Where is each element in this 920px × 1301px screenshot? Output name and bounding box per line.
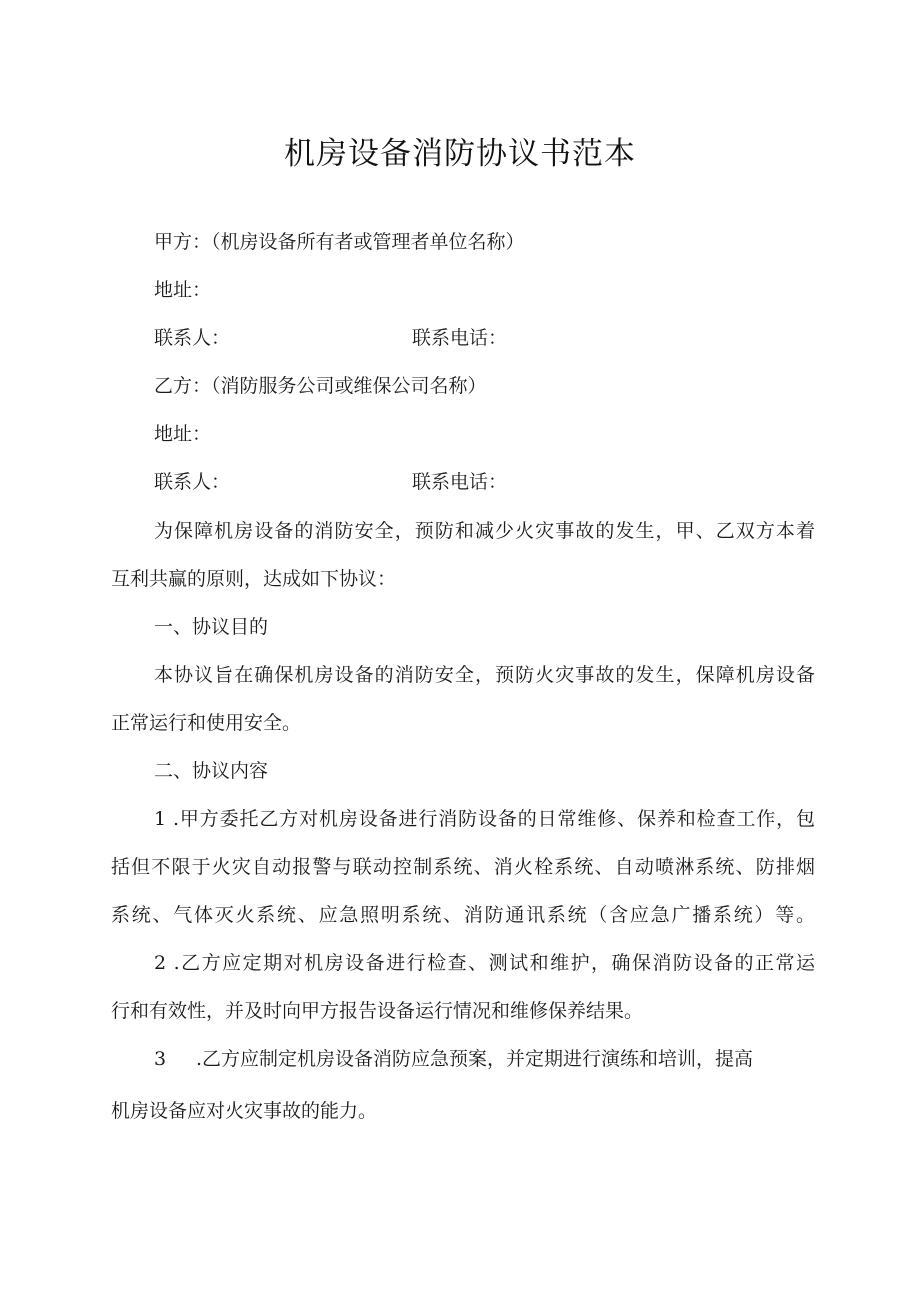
item-3-line-2: 机房设备应对火灾事故的能力。 (111, 1100, 378, 1122)
party-a-address: 地址： (154, 279, 212, 301)
item-2-line-2: 行和有效性，并及时向甲方报告设备运行情况和维修保养结果。 (111, 1000, 644, 1022)
party-a-contact: 联系人： (154, 327, 231, 349)
item-2-number: 2 (154, 952, 167, 974)
preamble-line-2: 互利共赢的原则，达成如下协议： (111, 568, 397, 590)
document-title: 机房设备消防协议书范本 (284, 136, 636, 172)
party-b-contact: 联系人： (154, 471, 231, 493)
party-a-label: 甲方：（机房设备所有者或管理者单位名称） (154, 231, 525, 253)
item-3-number: 3 (154, 1048, 167, 1070)
item-1-line-3: 系统、气体灭火系统、应急照明系统、消防通讯系统（含应急广播系统）等。 (111, 904, 815, 926)
section-1-line-1: 本协议旨在确保机房设备的消防安全，预防火灾事故的发生，保障机房设备 (154, 664, 815, 686)
section-2-heading: 二、协议内容 (154, 760, 269, 782)
party-b-phone: 联系电话： (412, 471, 508, 493)
party-b-label: 乙方：（消防服务公司或维保公司名称） (154, 375, 487, 397)
item-3-text: .乙方应制定机房设备消防应急预案，并定期进行演练和培训，提高 (196, 1048, 754, 1070)
section-1-heading: 一、协议目的 (154, 616, 269, 638)
party-a-phone: 联系电话： (412, 327, 508, 349)
item-2-line-1 (154, 949, 815, 977)
item-1-number: 1 (154, 808, 167, 830)
section-1-line-2: 正常运行和使用安全。 (111, 712, 302, 734)
item-1-line-2: 括但不限于火灾自动报警与联动控制系统、消火栓系统、自动喷淋系统、防排烟 (111, 856, 815, 878)
preamble-line-1: 为保障机房设备的消防安全，预防和减少火灾事故的发生，甲、乙双方本着 (154, 520, 815, 542)
item-3-line-1 (154, 1045, 794, 1073)
item-1-text: .甲方委托乙方对机房设备进行消防设备的日常维修、保养和检查工作，包 (173, 808, 815, 830)
party-b-address: 地址： (154, 423, 212, 445)
item-2-text: .乙方应定期对机房设备进行检查、测试和维护，确保消防设备的正常运 (173, 952, 816, 974)
item-1-line-1 (154, 805, 815, 833)
